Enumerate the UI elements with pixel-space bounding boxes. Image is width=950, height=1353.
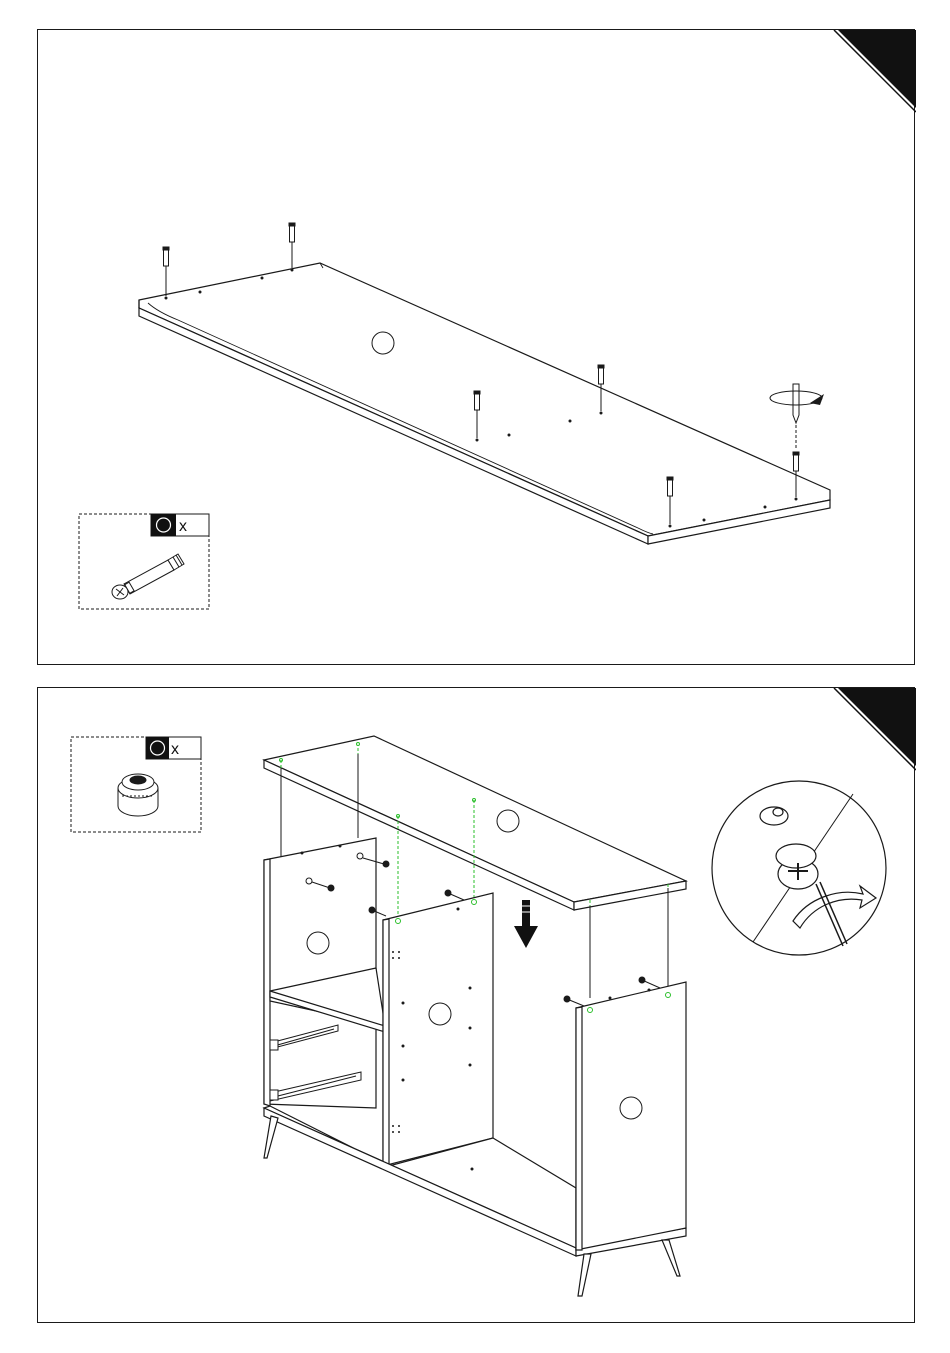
step-1-parts-box: [79, 514, 209, 609]
step-1-panel: [37, 29, 915, 665]
dowel-bolt-icon: [163, 247, 169, 296]
cam-dowel-bolt-icon: [112, 554, 184, 599]
down-arrow-icon: [514, 900, 538, 948]
middle-panel-part-label: [429, 1003, 451, 1025]
step-1-illustration: [38, 30, 916, 666]
cam-lock-detail-icon: [712, 781, 886, 955]
screwdriver-rotate-icon: [770, 384, 824, 450]
dowel-bolt-icon: [289, 223, 295, 268]
top-panel-part-label: [497, 810, 519, 832]
right-panel-part-label: [620, 1097, 642, 1119]
bottom-panel-hole: [471, 1168, 474, 1171]
long-board: [139, 263, 830, 544]
step-2-panel: [37, 687, 915, 1323]
step-1-corner-tab: [834, 30, 916, 112]
step-2-corner-tab: [834, 688, 916, 770]
cam-lock-nut-icon: [118, 774, 158, 816]
step-2-parts-box: [71, 737, 201, 832]
board-part-label: [372, 332, 394, 354]
step-1-multiplier: x: [179, 518, 187, 535]
left-panel-part-label: [307, 932, 329, 954]
step-2-illustration: [38, 688, 916, 1324]
step-2-multiplier: x: [171, 741, 179, 758]
middle-divider-panel: [383, 893, 493, 1166]
